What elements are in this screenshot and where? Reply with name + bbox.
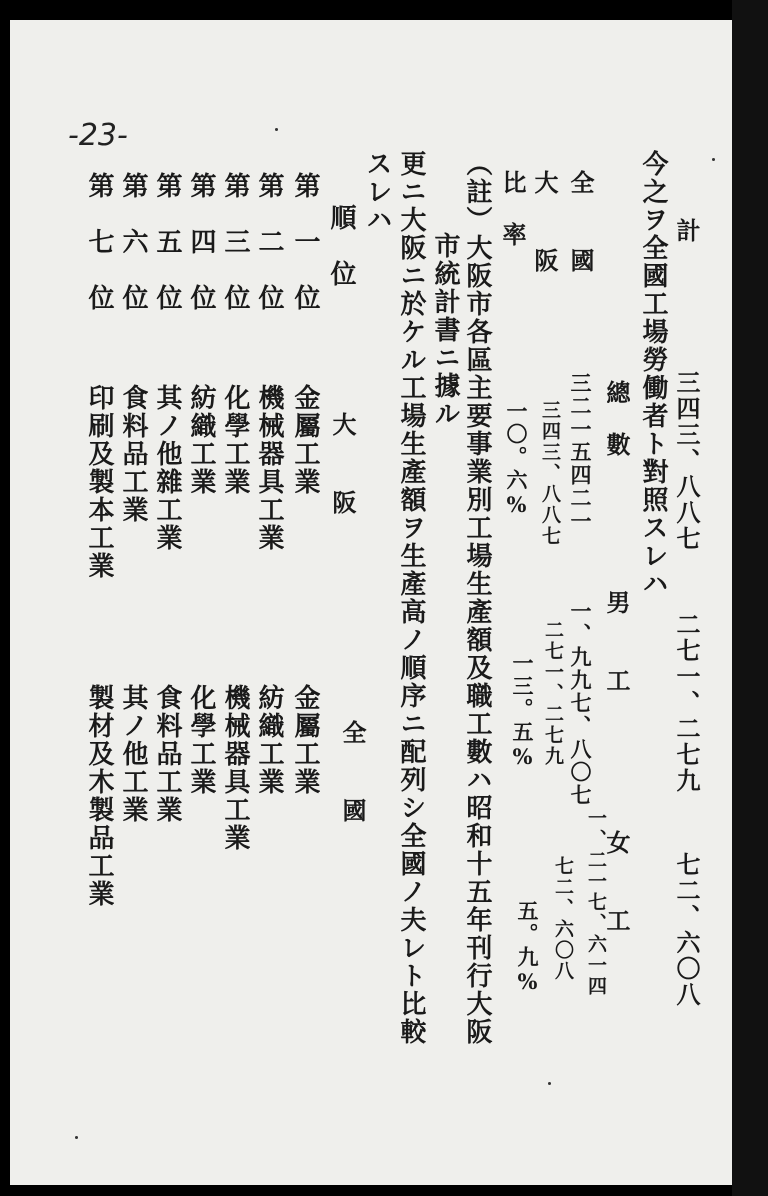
rank-7: 第 七 位	[84, 172, 114, 312]
zenkoku-industry-3: 機械器具工業	[220, 684, 250, 852]
scan-speck	[75, 1136, 78, 1139]
zenkoku-industry-5: 食料品工業	[152, 684, 182, 824]
scan-speck	[548, 1082, 551, 1085]
scan-speck	[712, 158, 715, 161]
rank-5: 第 五 位	[152, 172, 182, 312]
note-line-2: 市統計書ニ據ル	[430, 232, 460, 428]
rank-1: 第 一 位	[290, 172, 320, 312]
zenkoku-industry-1: 金屬工業	[290, 684, 320, 796]
row-osaka-female: 七二、六〇八	[552, 856, 574, 982]
row-osaka-total: 三四三、八八七	[539, 400, 561, 547]
row-osaka-label: 大 阪	[530, 170, 559, 274]
page-number: -23-	[68, 118, 128, 153]
zenkoku-header: 全 國	[338, 720, 367, 824]
header-male: 男 工	[602, 590, 631, 694]
row-ratio-male: 一三。五%	[510, 652, 535, 771]
row-osaka-male: 二七一、二七九	[542, 620, 564, 767]
comparison-sentence-1: 更ニ大阪ニ於ケル工場生產額ヲ生產高ノ順序ニ配列シ全國ノ夫レト比較	[396, 150, 426, 1046]
kei-female: 七二、六〇八	[672, 852, 701, 1008]
zenkoku-industry-2: 紡織工業	[254, 684, 284, 796]
row-ratio-label: 比 率	[498, 170, 527, 248]
rank-3: 第 三 位	[220, 172, 250, 312]
row-zenkoku-male: 一、九九七、八〇七	[568, 600, 593, 807]
rank-6: 第 六 位	[118, 172, 148, 312]
intro-sentence: 今之ヲ全國工場勞働者ト對照スレハ	[638, 150, 668, 598]
osaka-industry-3: 化學工業	[220, 384, 250, 496]
book-spine	[732, 0, 768, 1196]
rank-2: 第 二 位	[254, 172, 284, 312]
osaka-industry-7: 印刷及製本工業	[84, 384, 114, 580]
osaka-industry-2: 機械器具工業	[254, 384, 284, 552]
kei-total: 三四三、八八七	[672, 370, 701, 552]
row-zenkoku-female: 一、二一七、六一四	[585, 808, 607, 997]
osaka-industry-6: 食料品工業	[118, 384, 148, 524]
row-ratio-female: 五。九%	[515, 900, 540, 996]
zenkoku-industry-4: 化學工業	[186, 684, 216, 796]
header-female: 女 工	[602, 830, 631, 934]
comparison-sentence-2: スレハ	[362, 150, 392, 234]
osaka-header: 大 阪	[328, 412, 357, 516]
row-zenkoku-total: 三二一五四二一	[568, 372, 593, 533]
scan-speck	[275, 128, 278, 131]
rank-4: 第 四 位	[186, 172, 216, 312]
kei-male: 二七一、二七九	[672, 612, 701, 794]
osaka-industry-1: 金屬工業	[290, 384, 320, 496]
row-ratio-total: 一〇。六%	[504, 400, 529, 519]
kei-label: 計	[672, 218, 701, 244]
zenkoku-industry-6: 其ノ他工業	[118, 684, 148, 824]
row-zenkoku-label: 全 國	[566, 170, 595, 274]
osaka-industry-5: 其ノ他雜工業	[152, 384, 182, 552]
note-line-1: （註）大阪市各區主要事業別工場生產額及職工數ハ昭和十五年刊行大阪	[462, 150, 492, 1046]
header-total: 總 數	[602, 380, 631, 458]
osaka-industry-4: 紡織工業	[186, 384, 216, 496]
zenkoku-industry-7: 製材及木製品工業	[84, 684, 114, 908]
rank-header: 順 位	[326, 204, 356, 288]
